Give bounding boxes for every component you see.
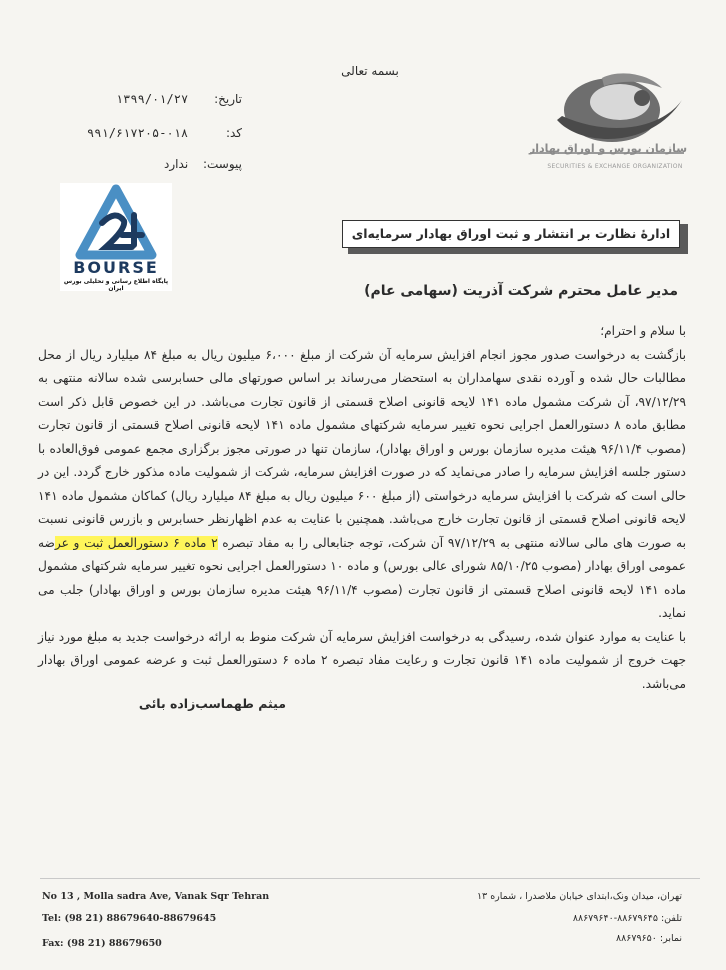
seo-subtitle: SECURITIES & EXCHANGE ORGANIZATION <box>547 163 683 170</box>
seo-name: سازمان بورس و اوراق بهادار <box>528 142 688 155</box>
reference-label: کد: <box>225 126 242 140</box>
addressee: مدیر عامل محترم شرکت آذریت (سهامی عام) <box>364 283 678 299</box>
date-label: تاریخ: <box>214 92 242 106</box>
greeting: با سلام و احترام؛ <box>600 324 686 338</box>
seo-logo-icon <box>522 58 692 178</box>
bourse-tagline: پایگاه اطلاع رسانی و تحلیلی بورس ایران <box>63 278 169 292</box>
footer-tel-fa: تلفن: ۸۸۶۷۹۶۴۵-۸۸۶۷۹۶۴۰ <box>572 913 682 924</box>
signer-name: میثم طهماسب‌زاده بائی <box>138 696 286 711</box>
paragraph-1-part-a: بازگشت به درخواست صدور مجوز انجام افزایش سرمایه آن شرکت از مبلغ ۶،۰۰۰ میلیون ریال به مبلغ ۸۴ میلیارد ریال از محل مطالبات حال شده و آورده نقدی سهامداران به استحضار می‌رساند بر اساس صورتهای مالی حسابرسی شده سالانه منتهی به ۹۷/۱۲/۲۹، آن شرکت مشمول ماده ۱۴۱ لایحه قانونی اصلاح قسمتی از قانون تجارت می‌باشد. در این خصوص قابل ذکر است مطابق ماده ۸ دستورالعمل اجرایی نحوه تغییر سرمایه شرکتهای مشمول ماده ۱۴۱ لایحه قانونی اصلاح قسمتی از قانون تجارت (مصوب ۹۶/۱۱/۴ هیئت مدیره سازمان بورس و اوراق بهادار)، سازمان تنها در صورتی مجوز برگزاری مجمع عمومی فوق‌العاده با دستور جلسه افزایش سرمایه را صادر می‌نماید که در صورت افزایش سرمایه، شرکت از شمولیت ماده مذکور خارج گردد. این در حالی است که شرکت با افزایش سرمایه درخواستی (از مبلغ ۶۰۰ میلیون ریال به مبلغ ۸۴ میلیارد ریال) کماکان مشمول ماده ۱۴۱ لایحه قانونی اصلاح قسمتی از قانون تجارت خارج می‌باشد. همچنین با عنایت به عدم اظهارنظر حسابرس و بازرس قانونی نسبت به صورت های مالی سالانه منتهی به ۹۷/۱۲/۲۹ آن شرکت، توجه جنابعالی را به مفاد تبصره <box>38 347 686 550</box>
bourse-wordmark: BOURSE <box>73 258 159 277</box>
basmala: بسمه تعالی <box>341 64 399 78</box>
paragraph-1-part-b: ضه عمومی اوراق بهادار (مصوب ۸۵/۱۰/۲۵ شورای عالی بورس) و ماده ۱۰ دستورالعمل اجرایی نحوه تغییر سرمایه شرکتهای مشمول ماده ۱۴۱ لایحه قانونی اصلاح قسمتی از قانون تجارت (مصوب ۹۶/۱۱/۴ هیئت مدیره سازمان بورس و اوراق بهادار) جلب می نماید. <box>38 535 686 620</box>
paragraph-2: با عنایت به موارد عنوان شده، رسیدگی به درخواست افزایش سرمایه آن شرکت منوط به ارائه درخواست جدید به مبلغ مورد نیاز جهت خروج از شمولیت ماده ۱۴۱ قانون تجارت و رعایت مفاد تبصره ۲ ماده ۶ دستورالعمل ثبت و عرضه عمومی اوراق بهادار می‌باشد. <box>38 629 686 691</box>
footer-fax-fa: نمابر: ۸۸۶۷۹۶۵۰ <box>616 933 682 944</box>
attachment-label: پیوست: <box>202 157 242 171</box>
reference-value: ۹۹۱/۶۱۷۲۰۵-۰۱۸ <box>87 126 189 140</box>
date-field <box>116 92 242 106</box>
reference-field <box>87 126 242 140</box>
footer-address-en: No 13 , Molla sadra Ave, Vanak Sqr Tehran <box>42 891 270 902</box>
footer-divider <box>40 878 700 879</box>
highlighted-text: ۲ ماده ۶ دستورالعمل ثبت و عر <box>54 535 218 550</box>
footer-fax-en: Fax: (98 21) 88679650 <box>42 938 162 949</box>
attachment-field <box>164 157 242 171</box>
letter-body <box>38 320 686 696</box>
paragraph-1 <box>38 344 686 626</box>
attachment-value: ندارد <box>164 157 189 171</box>
department-banner: ادارهٔ نظارت بر انتشار و ثبت اوراق بهادار سرمایه‌ای <box>342 220 680 248</box>
date-value: ۱۳۹۹/۰۱/۲۷ <box>115 92 189 106</box>
bourse-24-icon <box>60 183 172 261</box>
footer-address-fa: تهران، میدان ونک،ابتدای خیابان ملاصدرا ، شماره ۱۳ <box>476 891 682 902</box>
footer-tel-en: Tel: (98 21) 88679640-88679645 <box>42 913 217 924</box>
